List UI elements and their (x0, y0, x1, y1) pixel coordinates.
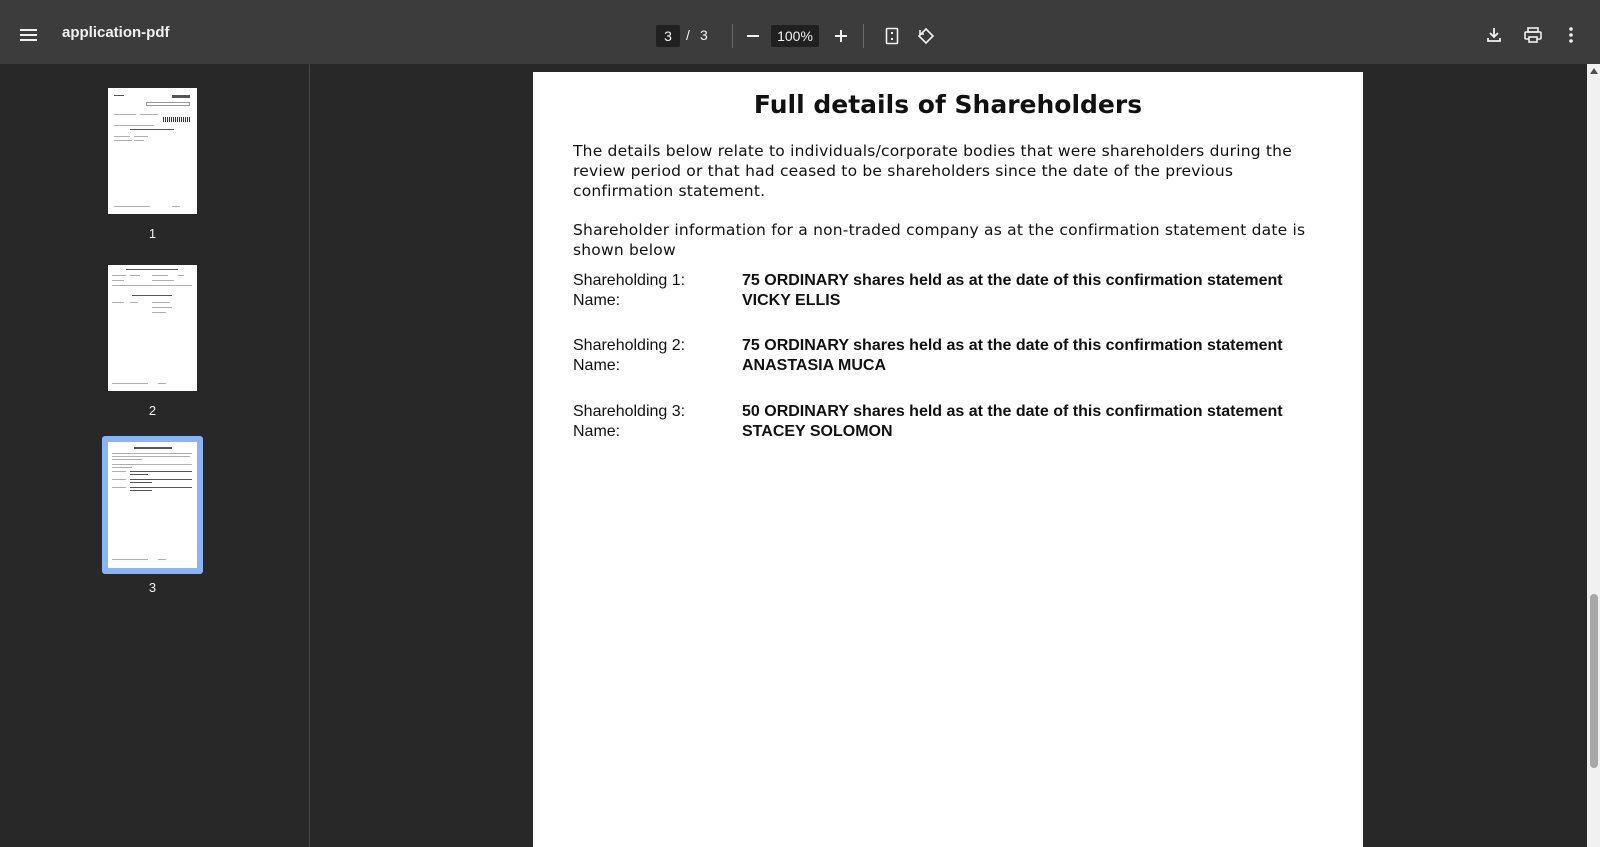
scrollbar-thumb[interactable] (1590, 594, 1598, 768)
pdf-page (533, 72, 1363, 847)
more-icon[interactable] (1555, 19, 1587, 51)
shareholder-name: VICKY ELLIS (742, 292, 841, 309)
toolbar-divider (863, 24, 864, 48)
thumbnail-sidebar (0, 64, 310, 847)
document-viewer[interactable] (311, 64, 1587, 847)
thumbnail-page-3[interactable] (102, 436, 203, 595)
thumbnail-label: 2 (148, 403, 157, 418)
shareholder-name: ANASTASIA MUCA (742, 357, 886, 374)
shareholding-shares: 75 ORDINARY shares held as at the date of this confirmation statement (742, 337, 1283, 354)
zoom-in-icon[interactable] (825, 20, 857, 52)
vertical-scrollbar[interactable] (1587, 64, 1600, 847)
page-number-input[interactable]: 3 (656, 25, 680, 47)
info-paragraph: Shareholder information for a non-traded company as at the confirmation statement date is shown below (573, 221, 1306, 259)
page-total: 3 (700, 27, 708, 43)
page-separator: / (686, 27, 690, 43)
shareholding-label: Shareholding 1: (573, 272, 686, 289)
intro-paragraph: The details below relate to individuals/corporate bodies that were shareholders during the review period or that had ceased to be shareholders since the date of the previous confirmation statement. (573, 142, 1292, 200)
thumbnail-page-1[interactable] (108, 88, 197, 241)
shareholding-shares: 75 ORDINARY shares held as at the date of this confirmation statement (742, 272, 1283, 289)
print-icon[interactable] (1517, 19, 1549, 51)
shareholding-label: Shareholding 2: (573, 337, 686, 354)
shareholding-label: Shareholding 3: (573, 403, 686, 420)
fit-page-icon[interactable] (876, 20, 908, 52)
download-icon[interactable] (1478, 19, 1510, 51)
shareholder-name: STACEY SOLOMON (742, 423, 893, 440)
toolbar-divider (732, 24, 733, 48)
name-label: Name: (573, 357, 621, 374)
thumbnail-image (102, 436, 203, 574)
shareholding-shares: 50 ORDINARY shares held as at the date of this confirmation statement (742, 403, 1283, 420)
thumbnail-image (108, 88, 197, 214)
name-label: Name: (573, 292, 621, 309)
thumbnail-label: 1 (148, 226, 157, 241)
zoom-input[interactable]: 100% (771, 25, 819, 47)
thumbnail-label: 3 (148, 580, 157, 595)
pdf-toolbar (0, 0, 1600, 64)
zoom-out-icon[interactable] (737, 20, 769, 52)
name-label: Name: (573, 423, 621, 440)
page-heading: Full details of Shareholders (753, 90, 1143, 119)
thumbnail-image (108, 265, 197, 391)
document-title: application-pdf (62, 24, 170, 41)
scroll-up-arrow-icon[interactable] (1590, 68, 1598, 74)
thumbnail-page-2[interactable] (108, 265, 197, 418)
menu-icon[interactable] (13, 19, 45, 51)
rotate-icon[interactable] (910, 20, 942, 52)
